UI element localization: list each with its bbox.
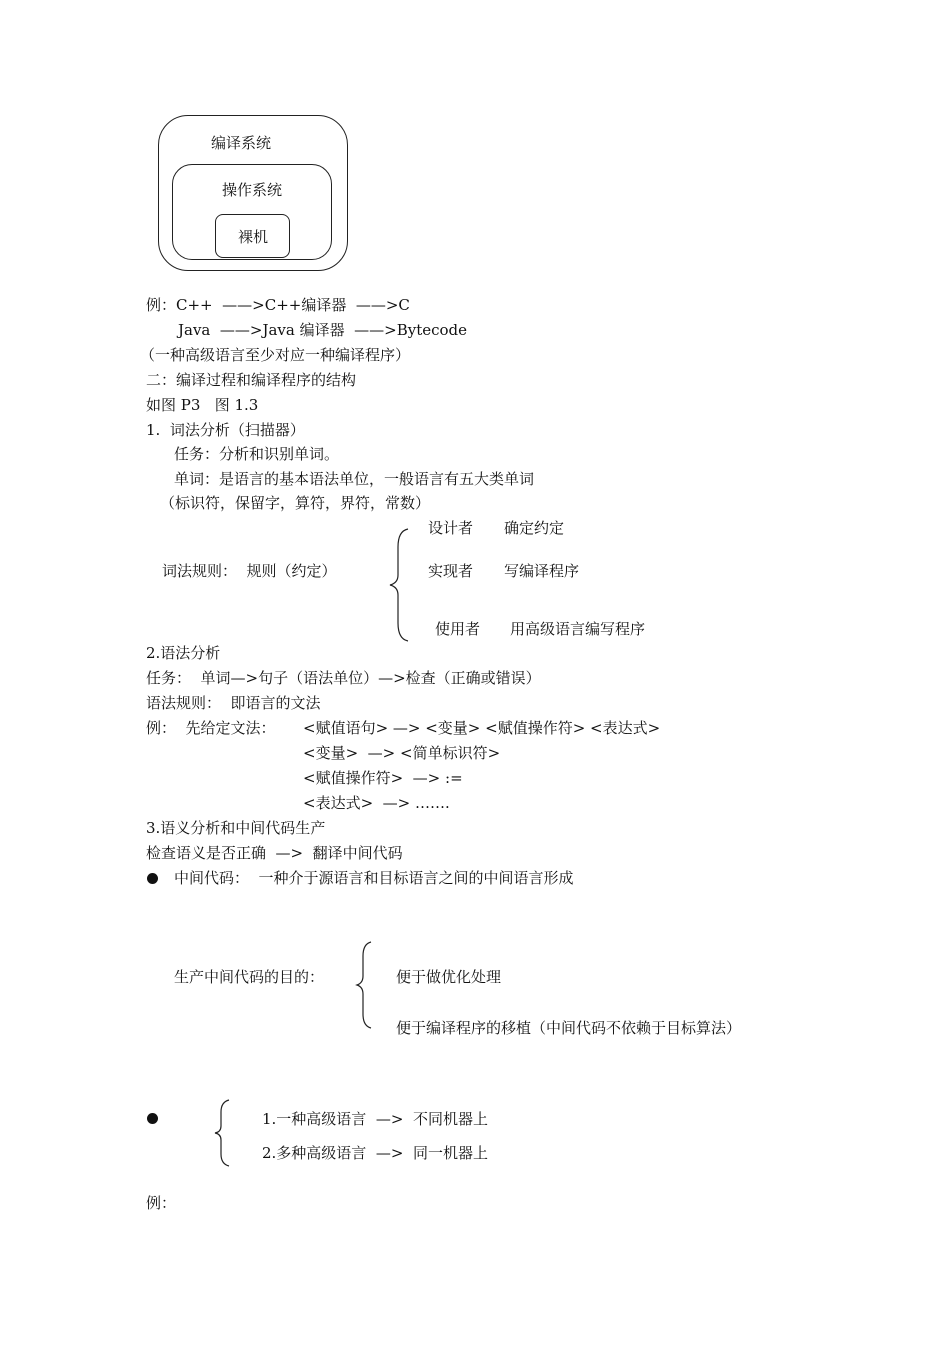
- grammar-rule-1: <赋值语句> —> <变量> <赋值操作符> <表达式>: [303, 719, 661, 737]
- bullet-icon: [147, 873, 158, 884]
- lexical-title: 1. 词法分析（扫描器）: [146, 421, 305, 439]
- mapping-brace: [213, 1098, 233, 1168]
- syntax-task: 任务： 单词—>句子（语法单位）—>检查（正确或错误）: [146, 669, 541, 687]
- grammar-rule-3: <赋值操作符> —> :=: [303, 769, 463, 787]
- lexical-rule-label: 词法规则： 规则（约定）: [162, 562, 337, 580]
- section-2-title: 二：编译过程和编译程序的结构: [146, 371, 357, 389]
- purpose-1: 便于做优化处理: [396, 968, 502, 986]
- syntax-example-label: 例： 先给定文法：: [146, 719, 276, 737]
- example-line-1: 例：C++ ——>C++编译器 ——>C: [146, 296, 410, 314]
- purpose-2: 便于编译程序的移植（中间代码不依赖于目标算法）: [396, 1019, 742, 1037]
- intermediate-code-def: 中间代码： 一种介于源语言和目标语言之间的中间语言形成: [174, 869, 574, 887]
- syntax-rule: 语法规则： 即语言的文法: [146, 694, 321, 712]
- semantic-desc: 检查语义是否正确 —> 翻译中间代码: [146, 844, 403, 862]
- rule-action-user: 用高级语言编写程序: [510, 620, 646, 638]
- os-label: 操作系统: [222, 181, 283, 199]
- final-example: 例：: [146, 1194, 177, 1212]
- rule-action-implementer: 写编译程序: [504, 562, 580, 580]
- example-line-2: Java ——>Java 编译器 ——>Bytecode: [178, 321, 468, 339]
- grammar-rule-4: <表达式> —> …….: [303, 794, 450, 812]
- bare-machine-label: 裸机: [238, 228, 269, 246]
- syntax-title: 2.语法分析: [146, 644, 221, 662]
- figure-reference: 如图 P3 图 1.3: [146, 396, 259, 414]
- rule-role-designer: 设计者: [428, 519, 474, 537]
- rule-role-implementer: 实现者: [428, 562, 474, 580]
- bullet-icon: [147, 1113, 158, 1124]
- word-kinds: （标识符，保留字，算符，界符，常数）: [160, 494, 431, 512]
- mapping-2: 2.多种高级语言 —> 同一机器上: [262, 1144, 488, 1162]
- compiler-system-label: 编译系统: [211, 134, 272, 152]
- mapping-1: 1.一种高级语言 —> 不同机器上: [262, 1110, 488, 1128]
- rule-action-designer: 确定约定: [504, 519, 565, 537]
- lexical-task: 任务：分析和识别单词。: [174, 445, 340, 463]
- rule-role-user: 使用者: [435, 620, 481, 638]
- semantic-title: 3.语义分析和中间代码生产: [146, 819, 326, 837]
- word-definition: 单词：是语言的基本语法单位，一般语言有五大类单词: [174, 470, 535, 488]
- lexical-rules-brace: [388, 527, 412, 643]
- grammar-rule-2: <变量> —> <简单标识符>: [303, 744, 501, 762]
- example-note: （一种高级语言至少对应一种编译程序）: [140, 346, 411, 364]
- purpose-label: 生产中间代码的目的：: [174, 968, 325, 986]
- purpose-brace: [355, 940, 375, 1030]
